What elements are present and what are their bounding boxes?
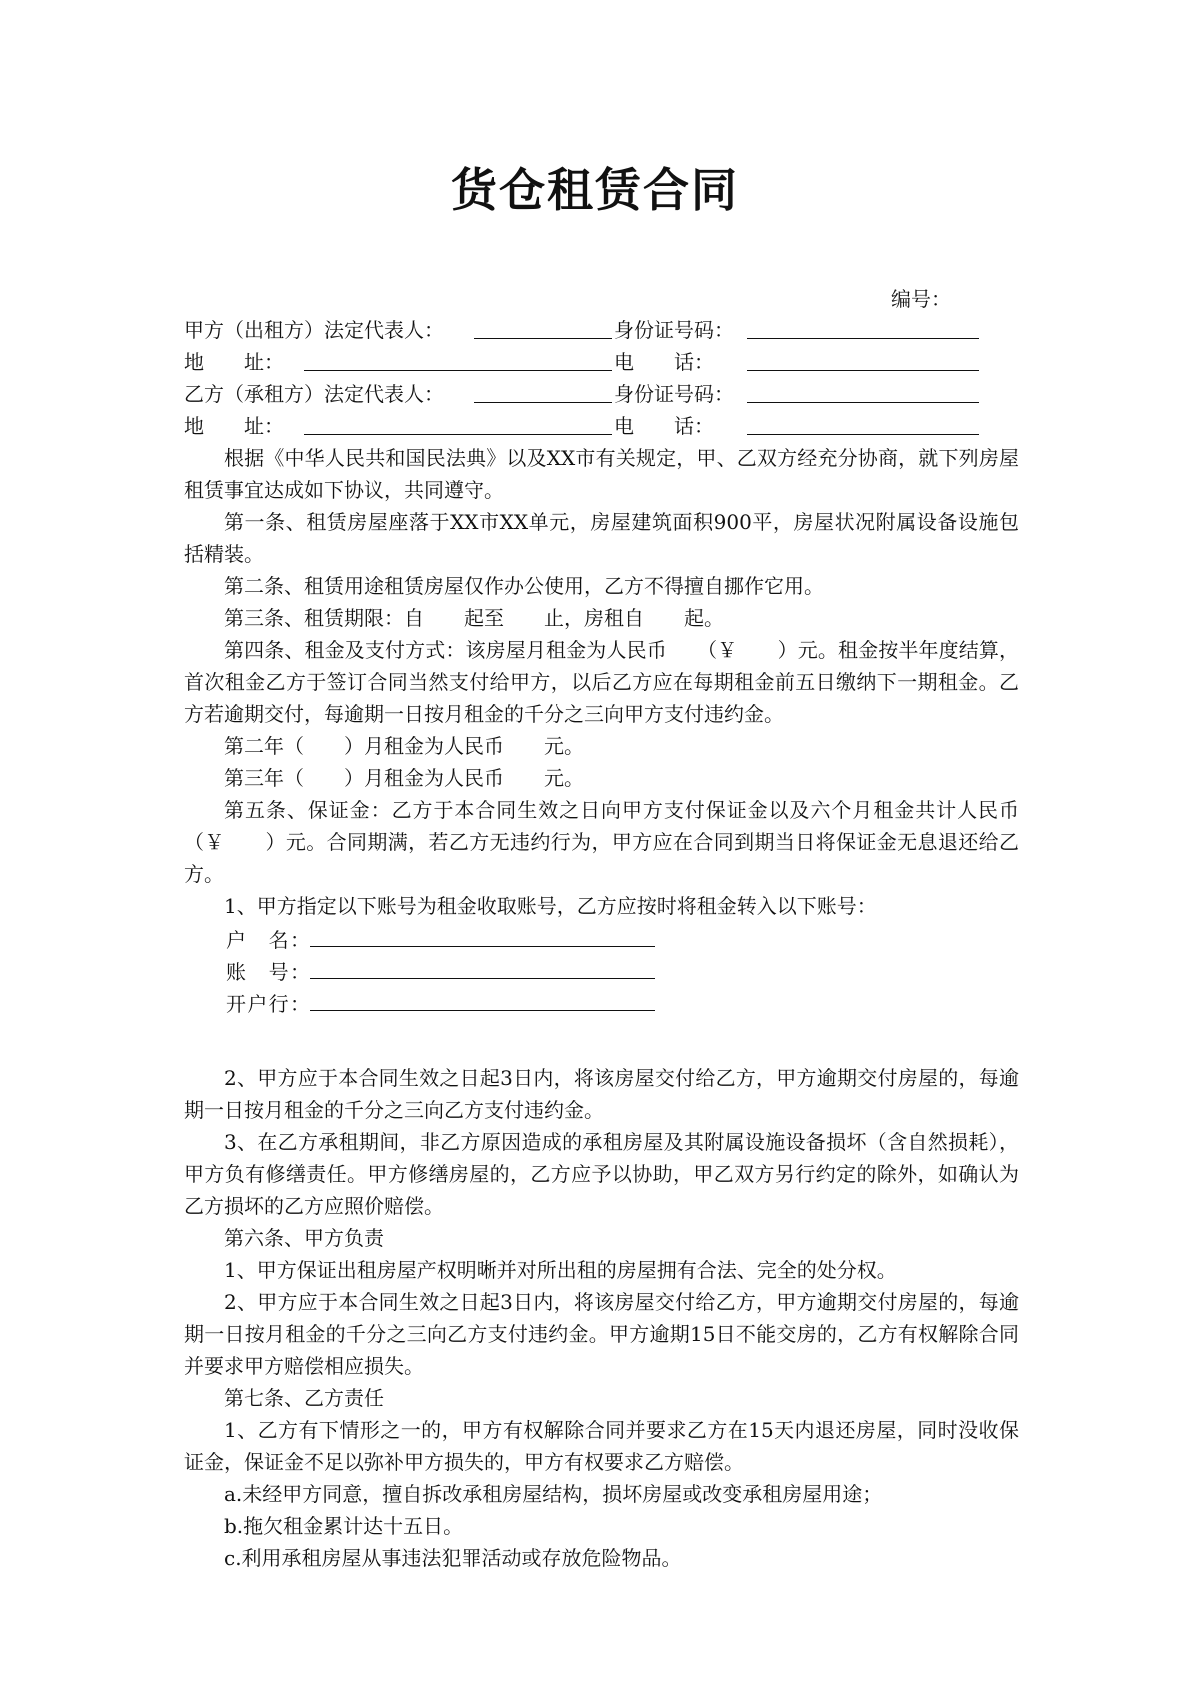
party-a-id-blank xyxy=(747,314,979,339)
account-bank-row xyxy=(184,986,1019,1018)
account-bank-label: 开户行： xyxy=(226,992,310,1016)
party-a-address-row xyxy=(184,346,1019,378)
year-3-rent-paragraph: 第三年（ ）月租金为人民币 元。 xyxy=(224,766,584,790)
party-a-phone-label: 电 话： xyxy=(614,350,714,374)
party-a-representative-row xyxy=(184,314,1019,346)
party-b-representative-row xyxy=(184,378,1019,410)
party-b-id-label: 身份证号码： xyxy=(614,382,734,406)
party-a-representative-label: 甲方（出租方）法定代表人： xyxy=(184,318,444,342)
account-number-row xyxy=(184,954,1019,986)
party-b-address-blank xyxy=(304,410,612,435)
party-a-address-blank xyxy=(304,346,612,371)
clause-1-paragraph: 第一条、租赁房屋座落于XX市XX单元，房屋建筑面积900平，房屋状况附属设备设施包括精装。 xyxy=(184,510,1019,566)
clause-6-heading: 第六条、甲方负责 xyxy=(224,1226,384,1250)
clause-5-paragraph: 第五条、保证金：乙方于本合同生效之日向甲方支付保证金以及六个月租金共计人民币 （￥ ）元。合同期满，若乙方无违约行为，甲方应在合同到期当日将保证金无息退还给乙方。 xyxy=(184,798,1079,886)
clause-6-item-2: 2、甲方应于本合同生效之日起3日内，将该房屋交付给乙方，甲方逾期交付房屋的，每逾期一日按月租金的千分之三向乙方支付违约金。甲方逾期15日不能交房的，乙方有权解除合同并要求甲方赔偿相应损失。 xyxy=(184,1290,1019,1378)
clause-7-item-c: c.利用承租房屋从事违法犯罪活动或存放危险物品。 xyxy=(224,1546,682,1570)
clause-3-paragraph: 第三条、租赁期限：自 起至 止，房租自 起。 xyxy=(224,606,724,630)
party-a-phone-blank xyxy=(747,346,979,371)
account-name-blank xyxy=(310,922,655,947)
contract-body xyxy=(184,314,1079,1574)
clause-7-item-1: 1、乙方有下情形之一的，甲方有权解除合同并要求乙方在15天内退还房屋，同时没收保证金，保证金不足以弥补甲方损失的，甲方有权要求乙方赔偿。 xyxy=(184,1418,1019,1474)
party-b-representative-label: 乙方（承租方）法定代表人： xyxy=(184,382,444,406)
year-2-rent-paragraph: 第二年（ ）月租金为人民币 元。 xyxy=(224,734,584,758)
clause-4-paragraph: 第四条、租金及支付方式：该房屋月租金为人民币 （￥ ）元。租金按半年度结算，首次租金乙方于签订合同当然支付给甲方，以后乙方应在每期租金前五日缴纳下一期租金。乙方若逾期交付，每逾期一日按月租金的千分之三向甲方支付违约金。 xyxy=(184,638,1019,726)
serial-number-label: 编号： xyxy=(891,287,951,311)
party-b-representative-blank xyxy=(474,378,612,403)
account-name-row xyxy=(184,922,1019,954)
account-name-label: 户 名： xyxy=(226,928,310,952)
preamble-paragraph: 根据《中华人民共和国民法典》以及XX市有关规定，甲、乙双方经充分协商，就下列房屋租赁事宜达成如下协议，共同遵守。 xyxy=(184,446,1019,502)
account-number-blank xyxy=(310,954,655,979)
clause-7-item-a: a.未经甲方同意，擅自拆改承租房屋结构，损坏房屋或改变承租房屋用途； xyxy=(224,1482,883,1506)
blank-gap xyxy=(184,1018,1019,1062)
clause-7-heading: 第七条、乙方责任 xyxy=(224,1386,384,1410)
party-a-representative-blank xyxy=(474,314,612,339)
clause-6-item-1: 1、甲方保证出租房屋产权明晰并对所出租的房屋拥有合法、完全的处分权。 xyxy=(224,1258,897,1282)
document-title: 货仓租赁合同 xyxy=(451,163,739,217)
account-intro-paragraph: 1、甲方指定以下账号为租金收取账号，乙方应按时将租金转入以下账号： xyxy=(224,894,877,918)
repair-paragraph: 3、在乙方承租期间，非乙方原因造成的承租房屋及其附属设施设备损坏（含自然损耗），甲方负有修缮责任。甲方修缮房屋的，乙方应予以协助，甲乙双方另行约定的除外，如确认为乙方损坏的乙方应照价赔偿。 xyxy=(184,1130,1019,1218)
clause-7-item-b: b.拖欠租金累计达十五日。 xyxy=(224,1514,464,1538)
delivery-paragraph: 2、甲方应于本合同生效之日起3日内，将该房屋交付给乙方，甲方逾期交付房屋的，每逾期一日按月租金的千分之三向乙方支付违约金。 xyxy=(184,1066,1019,1122)
party-b-address-row xyxy=(184,410,1019,442)
party-a-address-label: 地 址： xyxy=(184,350,284,374)
account-number-label: 账 号： xyxy=(226,960,310,984)
party-b-address-label: 地 址： xyxy=(184,414,284,438)
party-b-id-blank xyxy=(747,378,979,403)
clause-2-paragraph: 第二条、租赁用途租赁房屋仅作办公使用，乙方不得擅自挪作它用。 xyxy=(224,574,824,598)
party-b-phone-label: 电 话： xyxy=(614,414,714,438)
party-b-phone-blank xyxy=(747,410,979,435)
party-a-id-label: 身份证号码： xyxy=(614,318,734,342)
account-bank-blank xyxy=(310,986,655,1011)
